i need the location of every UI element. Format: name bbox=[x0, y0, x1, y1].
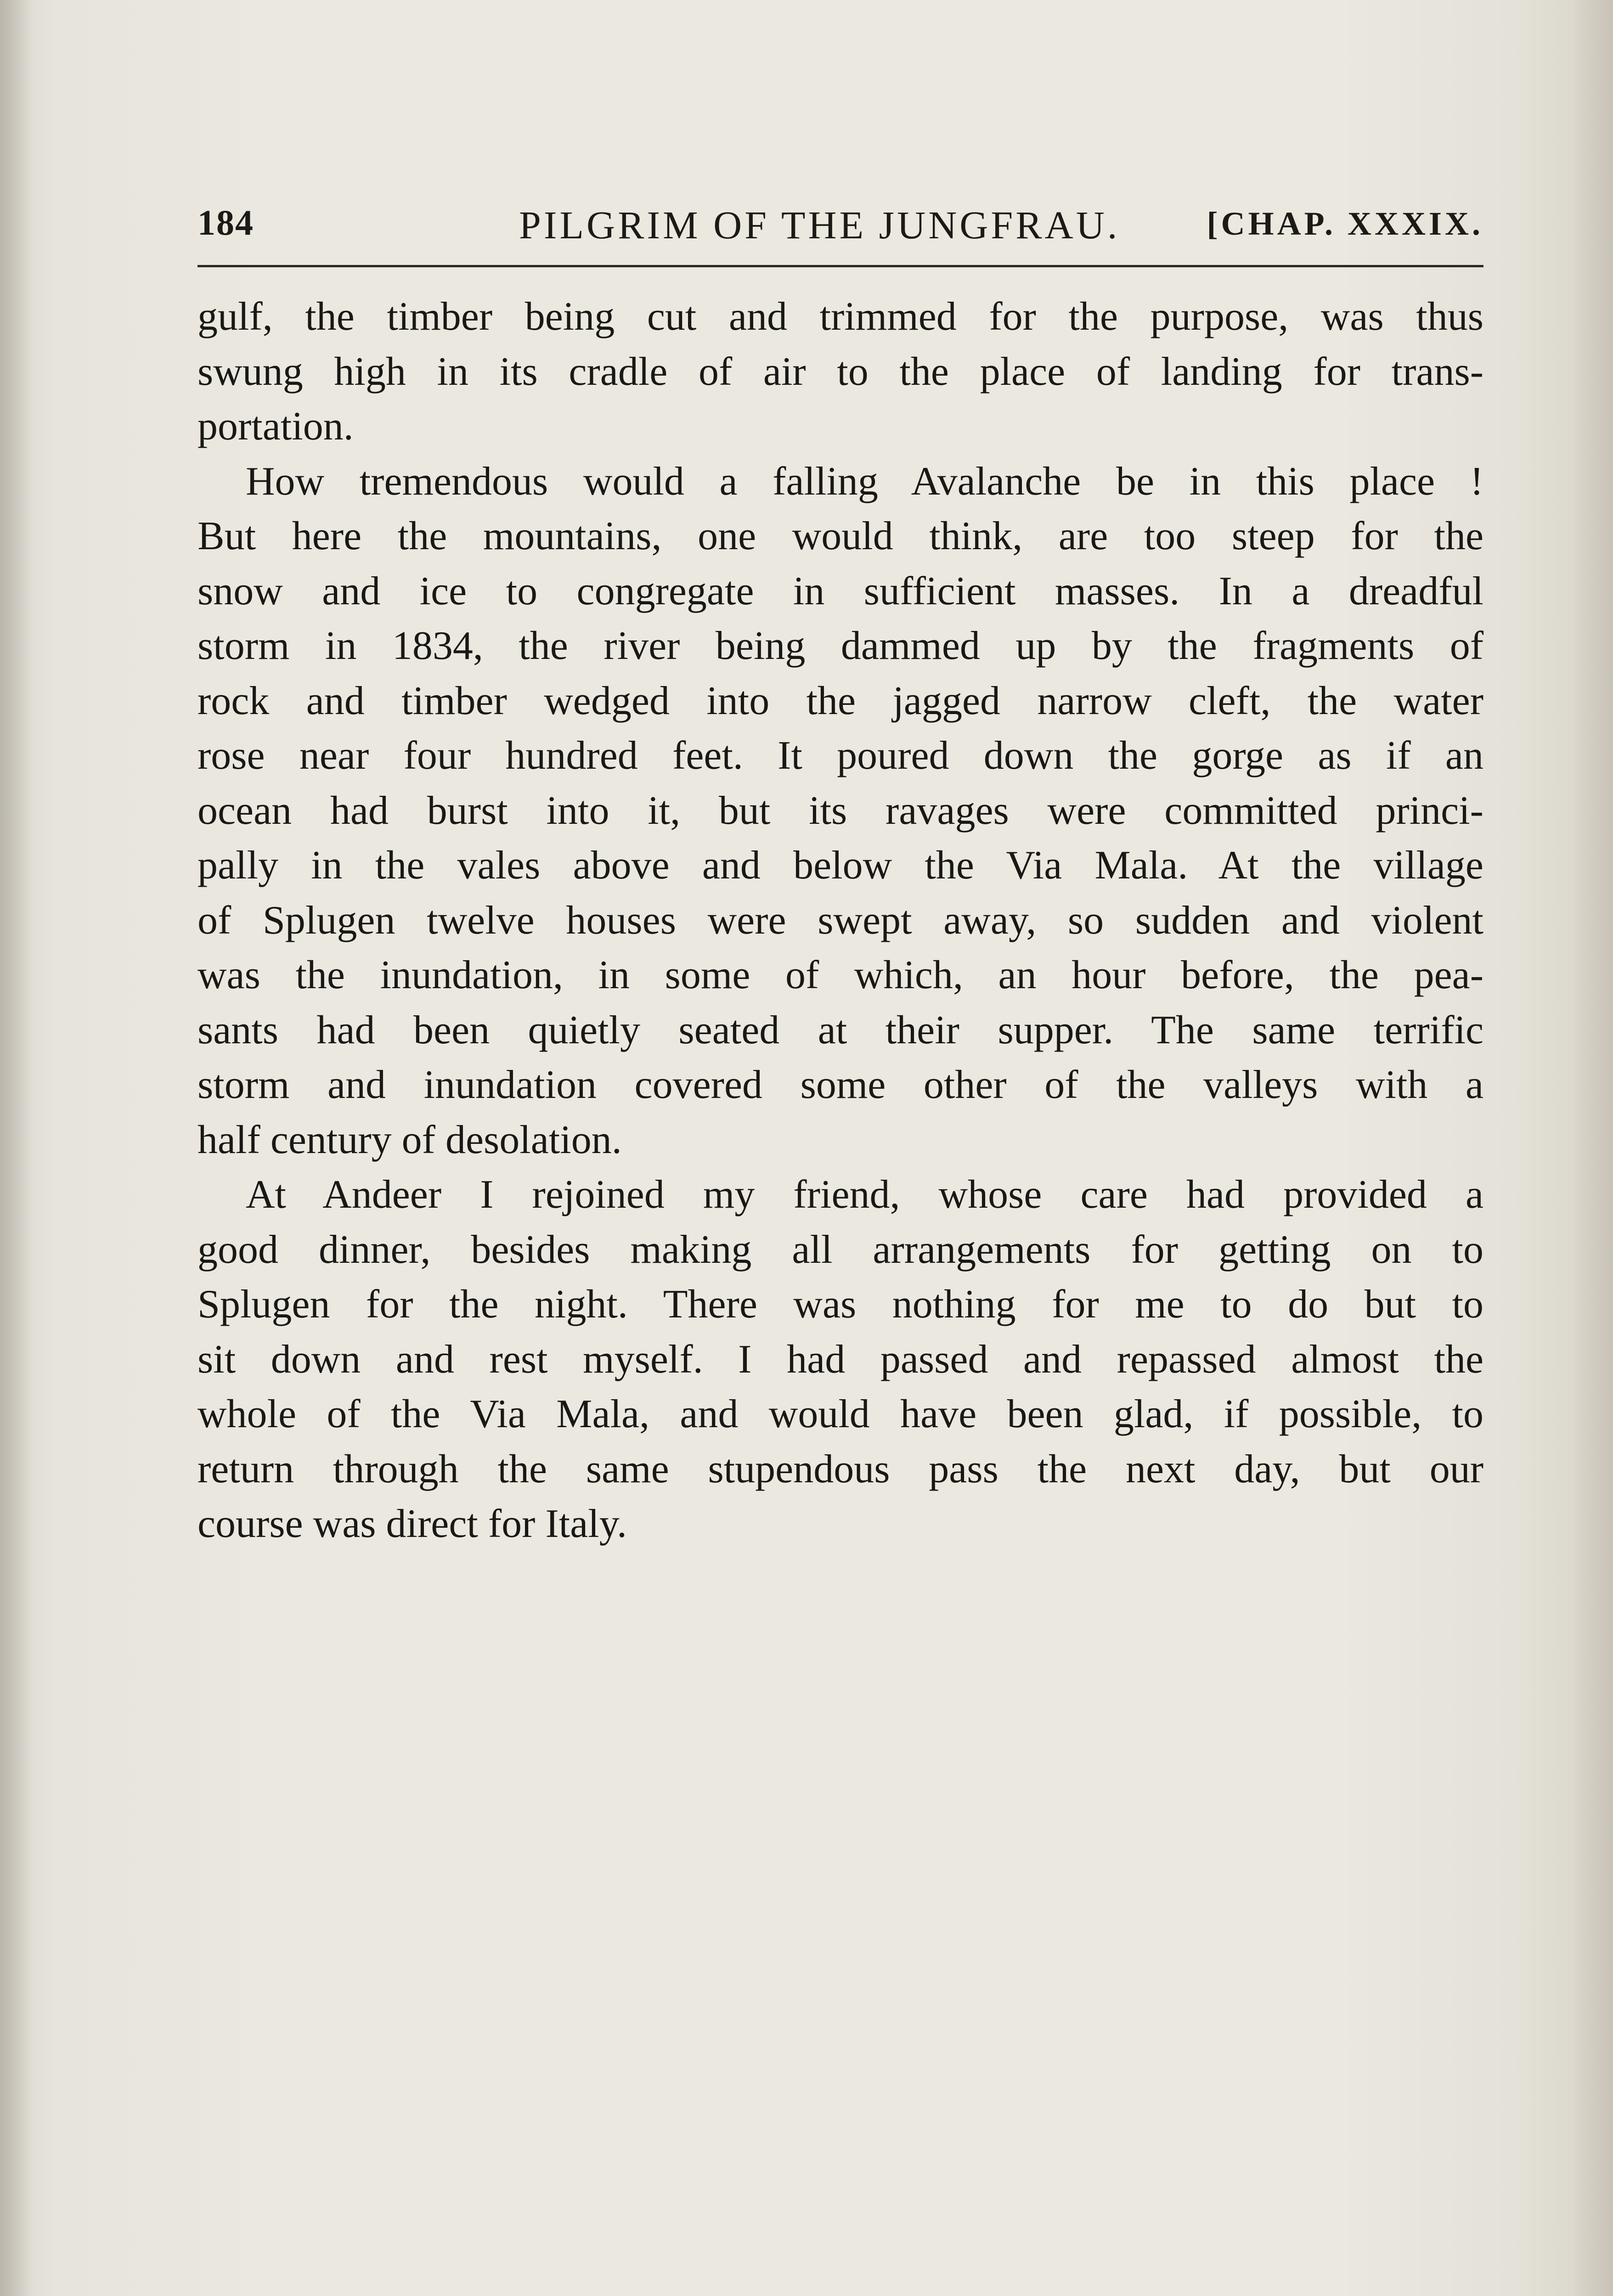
text-line: of Splugen twelve houses were swept away, so sudden and violent bbox=[197, 898, 1483, 943]
text-line: course was direct for Italy. bbox=[197, 1502, 627, 1546]
text-line: storm and inundation covered some other of the valleys with a bbox=[197, 1063, 1483, 1107]
text-line: At Andeer I rejoined my friend, whose care had provided a bbox=[246, 1172, 1483, 1217]
page-edge-shadow bbox=[1572, 0, 1613, 2296]
text-line: portation. bbox=[197, 404, 354, 449]
page-number: 184 bbox=[197, 203, 254, 242]
text-line: was the inundation, in some of which, an hour before, the pea- bbox=[197, 953, 1483, 997]
text-line: Splugen for the night. There was nothing for me to do but to bbox=[197, 1282, 1483, 1327]
text-line: pally in the vales above and below the Via Mala. At the village bbox=[197, 843, 1483, 888]
running-title: PILGRIM OF THE JUNGFRAU. bbox=[519, 203, 1120, 247]
text-line: rock and timber wedged into the jagged narrow cleft, the water bbox=[197, 678, 1483, 723]
text-line: rose near four hundred feet. It poured down the gorge as if an bbox=[197, 733, 1483, 778]
text-line: But here the mountains, one would think, are too steep for the bbox=[197, 514, 1483, 558]
text-line: half century of desolation. bbox=[197, 1117, 622, 1162]
text-line: ocean had burst into it, but its ravages were committed princi- bbox=[197, 788, 1483, 833]
header-rule bbox=[197, 265, 1483, 267]
body-text bbox=[197, 289, 1483, 1552]
text-line: sit down and rest myself. I had passed and repassed almost the bbox=[197, 1337, 1483, 1382]
text-line: snow and ice to congregate in sufficient masses. In a dreadful bbox=[197, 568, 1483, 613]
text-line: gulf, the timber being cut and trimmed for the purpose, was thus bbox=[197, 294, 1483, 339]
spine-shadow bbox=[0, 0, 32, 2296]
text-line: How tremendous would a falling Avalanche be in this place ! bbox=[246, 459, 1483, 504]
chapter-reference: [CHAP. XXXIX. bbox=[1207, 205, 1483, 242]
text-line: return through the same stupendous pass the next day, but our bbox=[197, 1446, 1483, 1491]
text-line: sants had been quietly seated at their supper. The same terrific bbox=[197, 1007, 1483, 1052]
running-header bbox=[197, 202, 1483, 253]
text-line: storm in 1834, the river being dammed up by the fragments of bbox=[197, 624, 1483, 668]
text-line: swung high in its cradle of air to the place of landing for trans- bbox=[197, 349, 1483, 394]
text-line: whole of the Via Mala, and would have been glad, if possible, to bbox=[197, 1392, 1483, 1436]
text-line: good dinner, besides making all arrangements for getting on to bbox=[197, 1227, 1483, 1272]
